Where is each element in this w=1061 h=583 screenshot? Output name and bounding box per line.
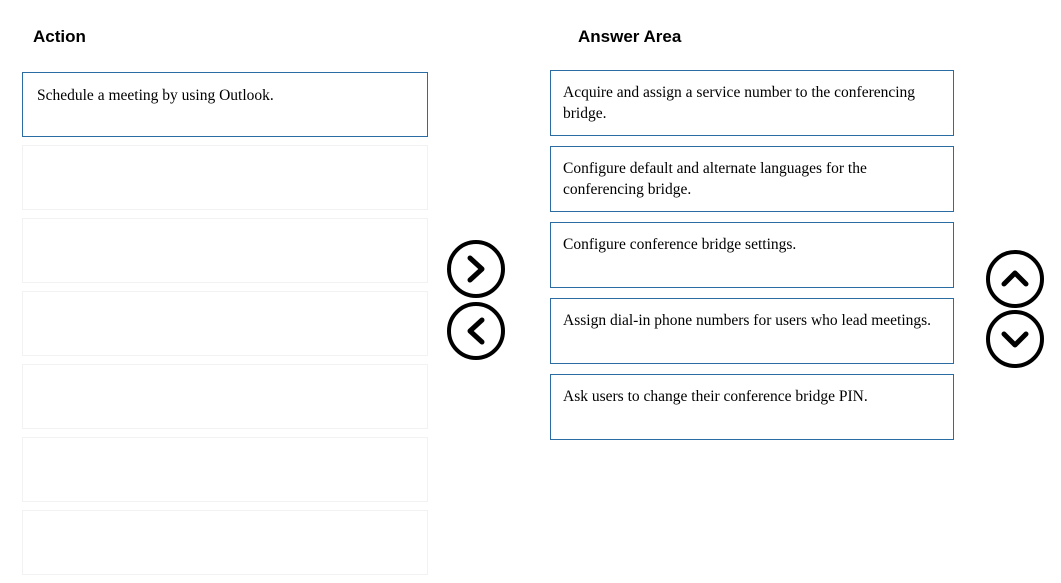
action-empty-slot[interactable] xyxy=(22,218,428,283)
action-empty-slot[interactable] xyxy=(22,291,428,356)
action-column-title: Action xyxy=(33,27,86,46)
chevron-left-icon xyxy=(463,316,489,346)
chevron-right-icon xyxy=(463,254,489,284)
answer-item-label: Assign dial-in phone numbers for users who lead meetings. xyxy=(563,312,932,329)
action-empty-slot[interactable] xyxy=(22,145,428,210)
move-left-button[interactable] xyxy=(447,302,505,360)
action-empty-slot[interactable] xyxy=(22,510,428,575)
answer-item-label: Ask users to change their conference bridge PIN. xyxy=(563,388,868,405)
chevron-up-icon xyxy=(1000,266,1030,292)
move-right-button[interactable] xyxy=(447,240,505,298)
move-up-button[interactable] xyxy=(986,250,1044,308)
list-item[interactable] xyxy=(22,72,428,137)
action-item-label: Schedule a meeting by using Outlook. xyxy=(37,87,274,104)
list-item[interactable] xyxy=(550,222,954,288)
answer-item-label: Acquire and assign a service number to the conferencing bridge. xyxy=(563,84,916,123)
list-item[interactable] xyxy=(550,70,954,136)
list-item[interactable] xyxy=(550,374,954,440)
answer-item-label: Configure default and alternate languages for the conferencing bridge. xyxy=(563,160,867,199)
answer-area-title: Answer Area xyxy=(578,27,682,46)
move-down-button[interactable] xyxy=(986,310,1044,368)
chevron-down-icon xyxy=(1000,326,1030,352)
list-item[interactable] xyxy=(550,146,954,212)
action-empty-slot[interactable] xyxy=(22,364,428,429)
list-item[interactable] xyxy=(550,298,954,364)
action-empty-slot[interactable] xyxy=(22,437,428,502)
answer-list xyxy=(550,70,954,450)
answer-item-label: Configure conference bridge settings. xyxy=(563,236,797,253)
action-list xyxy=(22,72,428,583)
